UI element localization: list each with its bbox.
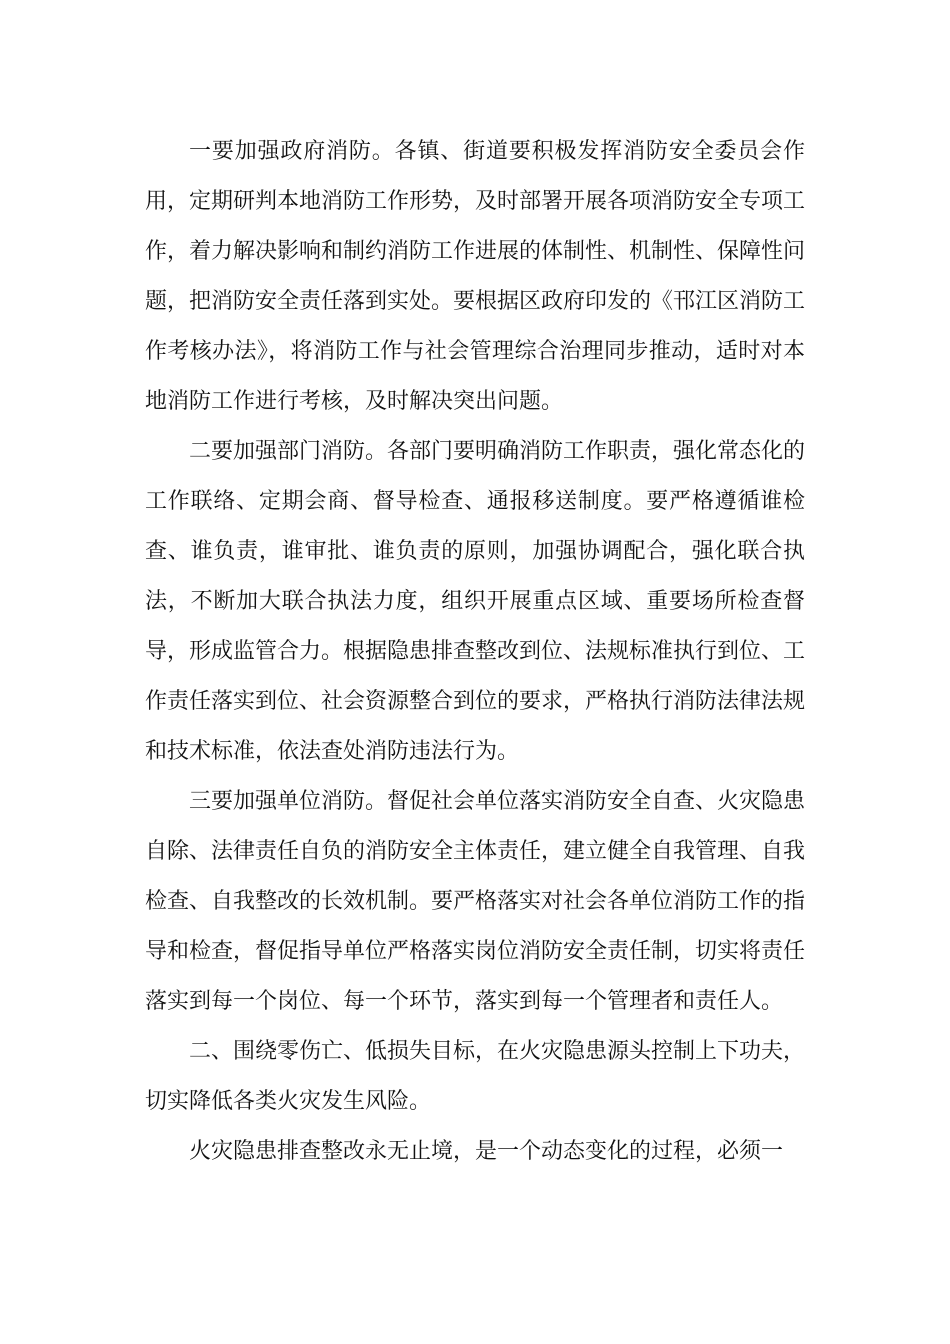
paragraph-department-fire-safety: 二要加强部门消防。各部门要明确消防工作职责，强化常态化的工作联络、定期会商、督导检查、通报移送制度。要严格遵循谁检查、谁负责，谁审批、谁负责的原则，加强协调配合，强化联合执法，不断加大联合执法力度，组织开展重点区域、重要场所检查督导，形成监管合力。根据隐患排查整改到位、法规标准执行到位、工作责任落实到位、社会资源整合到位的要求，严格执行消防法律法规和技术标准，依法查处消防违法行为。	[145, 439, 806, 764]
paragraph-government-fire-safety: 一要加强政府消防。各镇、街道要积极发挥消防安全委员会作用，定期研判本地消防工作形势，及时部署开展各项消防安全专项工作，着力解决影响和制约消防工作进展的体制性、机制性、保障性问题，把消防安全责任落到实处。要根据区政府印发的《邗江区消防工作考核办法》，将消防工作与社会管理综合治理同步推动，适时对本地消防工作进行考核，及时解决突出问题。	[145, 139, 806, 414]
paragraph-unit-fire-safety: 三要加强单位消防。督促社会单位落实消防安全自查、火灾隐患自除、法律责任自负的消防安全主体责任，建立健全自我管理、自我检查、自我整改的长效机制。要严格落实对社会各单位消防工作的指导和检查，督促指导单位严格落实岗位消防安全责任制，切实将责任落实到每一个岗位、每一个环节，落实到每一个管理者和责任人。	[145, 789, 806, 1014]
paragraph-section-heading-two: 二、围绕零伤亡、低损失目标，在火灾隐患源头控制上下功夫，切实降低各类火灾发生风险。	[145, 1039, 806, 1114]
paragraph-hazard-inspection: 火灾隐患排查整改永无止境，是一个动态变化的过程，必须一	[189, 1139, 784, 1164]
document-body	[145, 127, 805, 1177]
